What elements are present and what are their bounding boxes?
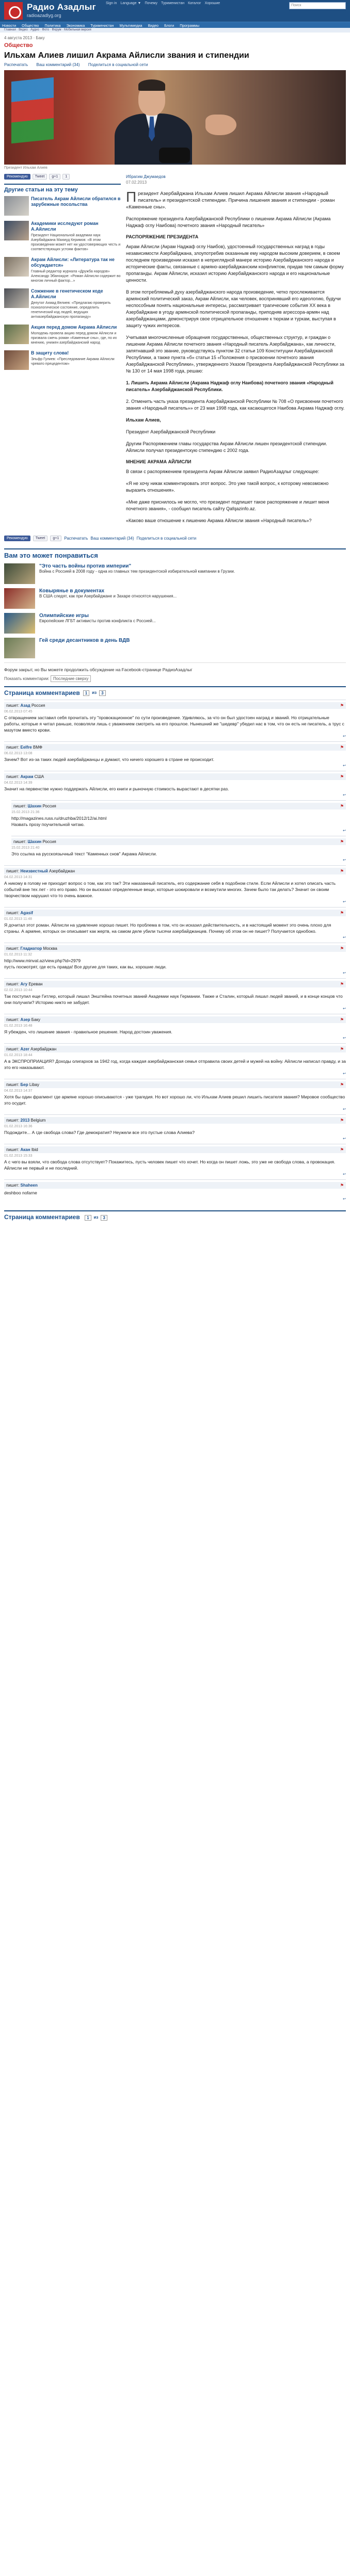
comments-title: Страница комментариев (4, 689, 80, 696)
share-buttons (4, 174, 121, 180)
paragraph-text: резидент Азербайджана Ильхам Алиев лишил Акрама Айлисли звания «Народный писатель» и президентской стипендии. Причина лишения звания и стипендии - роман «Каменные сны». (126, 191, 335, 210)
article-date: 4 августа 2013 · Баку (4, 36, 45, 40)
nav-item[interactable]: Мультимедиа (119, 24, 142, 28)
heading: РАСПОРЯЖЕНИЕ ПРЕЗИДЕНТА (126, 234, 199, 239)
tweet-button[interactable]: Tweet (33, 536, 48, 541)
comment-header (4, 910, 346, 916)
interest-title[interactable]: "Это часть войны против империи" (39, 563, 132, 569)
related-item-desc: Главный редактор журнала «Дружба народов» Александр Эбаноидзе: «Роман Айлисли содержит во многом личный фактор...» (31, 270, 121, 283)
comment-author[interactable]: Неизвестный (20, 869, 48, 873)
flag-icon[interactable]: ⚑ (340, 869, 344, 873)
related-item-title[interactable]: Акция перед домом Акрама Айлисли (31, 325, 117, 330)
comment-author[interactable]: Azer (20, 1047, 29, 1051)
comment-author-label: пишет: (6, 1082, 21, 1087)
comment-author[interactable]: Акан (20, 1147, 30, 1152)
comment (11, 836, 346, 865)
interest-thumb (4, 638, 35, 658)
site-title[interactable]: Радио Азадлыг (27, 2, 96, 12)
left-column (4, 174, 121, 529)
interest-item[interactable] (4, 588, 346, 609)
main-content (0, 36, 350, 1221)
related-thumb (4, 350, 29, 370)
comment-header (4, 1117, 346, 1124)
comment-date: 15.02.2013 21:36 (11, 811, 40, 814)
comment-place: Россия (42, 839, 56, 844)
comment (4, 865, 346, 907)
comment-author-label: пишет: (6, 869, 21, 873)
interest-desc: Война с Россией в 2008 году - одна из главных тем президентской избирательной кампании в Грузии. (39, 569, 235, 574)
paragraph: Учитывая многочисленные обращения государственных, общественных структур, и граждан о лишении Акрама Айлисли почетного звания «Народный писатель Азербайджана», как личности, запятнавший это звание, руководствуясь пунктом 32 статьи 109 Конституции Азербайджанской Республики, а также пункта «б» статьи 15 «Положения о присвоении почетного звания Азербайджанской Республики», утвержденного Указом Президента Азербайджанской Республики за № 130 от 14 мая 1998 года, решаю: (126, 335, 344, 374)
top-link[interactable]: Каталог (188, 2, 201, 5)
comment (4, 1114, 346, 1144)
article-title: Ильхам Алиев лишил Акрама Айлисли звания и стипендии (4, 51, 249, 60)
related-thumb (4, 288, 29, 308)
reply-link[interactable]: ↩ (343, 829, 346, 833)
flag-icon[interactable]: ⚑ (340, 946, 344, 951)
flag-icon[interactable]: ⚑ (340, 1118, 344, 1123)
top-link[interactable]: Хорошие (204, 2, 220, 5)
page-of: из (93, 1215, 99, 1220)
article-lead (126, 190, 346, 210)
interest-thumb (4, 613, 35, 634)
reply-link[interactable]: ↩ (343, 858, 346, 862)
comment-date: 02.02.2013 10:44 (4, 989, 33, 992)
related-item-desc: Депутат Ахмад Велиев: «Предлагаю проверить психологическое состояние, определить генетический код людей, ведущих антиазербайджанскую пропаганду» (31, 301, 111, 319)
flag-icon[interactable]: ⚑ (340, 1147, 344, 1152)
gplus-button[interactable]: g+1 (49, 174, 60, 180)
top-link[interactable]: Language ▼ (120, 2, 141, 5)
comment-text: Так поступил еще Гитлер, который лишал Энштейна почетных званий Академии наук Германии. Также и Сталин, который лишал людей званий, и в конце концов что они получили? Историю никто не забудет. (4, 994, 343, 1005)
comments-link[interactable]: Ваш комментарий (34) (90, 536, 134, 541)
comment-header (4, 1182, 346, 1189)
reply-link[interactable]: ↩ (343, 936, 346, 939)
comment-header (4, 1146, 346, 1153)
interest-thumb (4, 588, 35, 609)
page-current[interactable]: 1 (85, 1215, 91, 1221)
comment-text: Хотя бы один фрагмент где армяне хорошо описываются - уже трагедия. Но вот хорошо ли, что Ильхам Алиев решил лишить писателя звания? Мировое сообщество это осудит. (4, 1094, 345, 1106)
comment-header (4, 702, 346, 709)
comment-author[interactable]: Азер (20, 1017, 30, 1022)
comment-author[interactable]: Бер (20, 1082, 28, 1087)
comment-text: А в ЭКСПРОПРИАЦИЯ? Доходы олигархов за 1942 год, когда каждая азербайджанская семья отправила своих детей и мужей на войну. Айлисли написал правду, и за это его наказывают. (4, 1059, 346, 1070)
flag-icon[interactable]: ⚑ (340, 1183, 344, 1188)
reply-link[interactable]: ↩ (343, 971, 346, 975)
comment-author[interactable]: 2013 (20, 1118, 30, 1123)
nav-item[interactable]: Программы (180, 24, 200, 28)
comment-author[interactable]: Акрам (20, 774, 34, 779)
related-thumb (4, 196, 29, 216)
comment (4, 771, 346, 800)
author-name[interactable]: Ибрагим Джумаедов (126, 174, 166, 179)
comment-text: Я убежден, что лишение звания - правильное решение. Народ достоин уважения. (4, 1029, 172, 1034)
paragraph: «Я не хочу никак комментировать этот вопрос. Это уже такой вопрос, к которому невозможно выразить отношения». (126, 481, 329, 493)
share-count: 1 (62, 174, 70, 180)
interest-item[interactable] (4, 613, 346, 634)
comments-header (4, 686, 346, 696)
related-item[interactable] (4, 221, 121, 252)
comment (4, 741, 346, 771)
comment (4, 1179, 346, 1204)
comment-author-label: пишет: (13, 804, 28, 808)
comment-text: Это ссылка на русскоязычный текст "Каменных снов" Акрама Айлисли. (11, 851, 157, 856)
interest-item[interactable] (4, 638, 346, 658)
related-item-desc: Молодежь провела акцию перед домом Айлисли и призвала сжечь роман «Каменные сны», где, по их мнению, унижен азербайджанский народ (31, 332, 117, 345)
flag-icon[interactable]: ⚑ (340, 703, 344, 708)
comment-text: А никому в голову не приходит вопрос о том, как это так? Эти наказанный писатель, его содержание себя в подобном стиле. Если Айлисли и хотел описать часть событий вне тех лет - это его право. Но он высказал определенные вещи, которые шокировали и возмутили многих. Зачем было так делать? Значит он своим творчеством нарушил что-то очень важное. (4, 881, 336, 898)
comment-date: 15.02.2013 21:40 (11, 846, 40, 850)
reply-link[interactable]: ↩ (343, 1197, 346, 1201)
article-body (126, 174, 346, 529)
interest-title[interactable]: Гей среди десантников в день ВДВ (39, 638, 130, 643)
comment-date: 06.02.2013 13:08 (4, 752, 33, 755)
comment-text: Значит на первенстве нужно поддержать Айлисли, его книги и рыночную стоимость вырастают в десятки раз. (4, 786, 229, 791)
comment (4, 1014, 346, 1043)
comment-author-label: пишет: (6, 1147, 21, 1152)
comment-date: 01.02.2013 15:33 (4, 1154, 33, 1158)
comment-header (4, 1081, 346, 1088)
paragraph: В связи с распоряжением президента Акрам Айлисли заявил РадиоАзадлыг следующее: (126, 469, 320, 474)
paragraph: Ильхам Алиев, (126, 417, 161, 423)
comment (4, 943, 346, 978)
related-thumb (4, 257, 29, 277)
paragraph: Распоряжение президента Азербайджанской Республики о лишении Акрама Айлисли (Акрама Наджаф оглу Наибова) почетного звания «Народный писатель» (126, 216, 331, 228)
comment-text: А с чего вы взяли, что свобода слова отсутствует? Покажитесь, пусть человек пишет что хочет. Но когда он пишет ложь, это уже не свобода слова, а провокация. Айлисли не первый и не последний. (4, 1159, 336, 1171)
comment-author-label: пишет: (6, 982, 21, 986)
nav-item[interactable]: Экономика (66, 24, 85, 28)
nav-item[interactable]: Общество (22, 24, 39, 28)
comment-header (4, 744, 346, 751)
page-total[interactable]: 3 (101, 1215, 107, 1221)
share-link[interactable]: Поделиться в социальной сети (136, 536, 197, 541)
comment-author-label: пишет: (6, 1183, 21, 1188)
comment-author[interactable]: Agasif (20, 911, 33, 915)
comment-author[interactable]: Гладиатор (20, 946, 42, 951)
page-total[interactable]: 3 (99, 690, 105, 696)
reply-link[interactable]: ↩ (343, 1173, 346, 1176)
flag-icon[interactable]: ⚑ (340, 1017, 344, 1022)
comment (4, 1079, 346, 1114)
related-item-title[interactable]: Сожжение в генетическом коде А.Айлисли (31, 288, 103, 299)
related-thumb (4, 221, 29, 240)
comment-text: Зачем? Вот из-за таких людей азербайджанцы и думают, что ничего хорошего в стране не происходит. (4, 757, 214, 762)
interest-item[interactable] (4, 563, 346, 584)
nav-item[interactable]: Видео (148, 24, 159, 28)
author-info (126, 174, 346, 185)
comment-date: 01.02.2013 16:48 (4, 1024, 33, 1028)
photo-caption: Президент Ильхам Алиев (4, 166, 47, 170)
comment-author[interactable]: Шахин (27, 804, 42, 808)
page (0, 0, 350, 1221)
comment-place: США (34, 774, 44, 779)
comment-date: 01.02.2013 11:32 (4, 953, 32, 957)
comment-header (4, 981, 346, 987)
related-item[interactable] (4, 196, 121, 216)
share-buttons-bottom (4, 536, 346, 541)
comments-pager (83, 690, 106, 696)
reply-link[interactable]: ↩ (343, 1108, 346, 1111)
comment-header (11, 838, 346, 845)
print-link[interactable]: Распечатать (64, 536, 88, 541)
related-item-title[interactable]: Акрам Айлисли: «Литература так не обсуждается» (31, 257, 115, 268)
gplus-button[interactable]: g+1 (50, 536, 61, 541)
flag-icon[interactable]: ⚑ (340, 982, 344, 986)
comment-date: 04.02.2013 14:37 (4, 1089, 33, 1093)
facebook-recommend-button[interactable]: Рекомендую (4, 174, 30, 180)
comment-place: Ibid (31, 1147, 38, 1152)
comment-header (4, 1046, 346, 1052)
related-item-title[interactable]: Писатель Акрам Айлисли обратился в зарубежные посольства (31, 196, 121, 207)
comment-text: http://magazines.russ.ru/druzhba/2012/12/ai.html Назвать прозу поучительной читаю. (11, 816, 107, 827)
microphone-icon (159, 148, 190, 163)
may-interest-title: Вам это может понравиться (4, 548, 346, 559)
author-date: 07.02.2013 (126, 180, 147, 185)
comment (11, 800, 346, 836)
comment-place: Belgium (30, 1118, 46, 1123)
comment-header (11, 803, 346, 809)
comment-place: Россия (42, 804, 56, 808)
reply-link[interactable]: ↩ (343, 1072, 346, 1076)
related-item-desc: Президент Национальной академии наук Азербайджана Махмуд Керимов: «В этом произведении может нет ни удостоверяющих честь и соответствующих устоям фактов» (31, 234, 121, 251)
comment-author[interactable]: Shaheen (20, 1183, 38, 1188)
page-of: из (92, 690, 97, 695)
related-item[interactable] (4, 257, 121, 283)
comment-date: 01.02.2013 18:44 (4, 1054, 33, 1057)
reply-link[interactable]: ↩ (343, 1007, 346, 1011)
comment (4, 907, 346, 943)
search-input[interactable]: Поиск (289, 2, 346, 9)
facebook-recommend-button[interactable]: Рекомендую (4, 536, 30, 541)
comment (4, 978, 346, 1014)
comment-place: Libay (29, 1082, 39, 1087)
comment-author[interactable]: Eelfre (20, 745, 32, 750)
paragraph: Акрам Айлисли (Акрам Наджаф оглу Наибов), удостоенный государственных наград в годы независимости Азербайджана, злоупотребив оказанным ему народом высоким доверием, в своем последнем произведении исказил в неприглядной манере историю Азербайджанского народа и исторические факты, связанные с армяно-азербайджанским конфликтом, придав тем самым форму пропаганды. Акрам Айлисли, исказил историю Азербайджанского народа и его национальные ценности. (126, 244, 344, 283)
comment (4, 700, 346, 741)
comment-place: Азербайджан (30, 1047, 57, 1051)
comment-text: deshboo nofarne (4, 1190, 37, 1195)
comment-author-label: пишет: (6, 1118, 21, 1123)
paragraph: 1. Лишить Акрама Айлисли (Акрама Наджаф оглу Наибова) почетного звания «Народный писатель» Азербайджанской Республики. (126, 380, 333, 392)
forum-closed-note: Форум закрыт, но Вы можете продолжить обсуждение на Facebook-странице РадиоАзадлыг (4, 662, 346, 672)
comment-place: Азербайджан (49, 869, 75, 873)
nav-item[interactable]: Политика (44, 24, 61, 28)
paragraph: 2. Отменить часть указа президента Азербайджанской Республики № 708 «О присвоении почетного звания «Народный писатель»» от 23 мая 1998 года, как касающегося Наибова Акрама Наджаф оглу. (126, 399, 345, 411)
nav-item[interactable]: Туркменистан (90, 24, 114, 28)
related-item-title[interactable]: В защиту слова! (31, 350, 69, 355)
sort-label: Показать комментарии: (4, 676, 50, 681)
comment-header (4, 868, 346, 874)
section-label[interactable]: Общество (4, 42, 33, 48)
top-links (106, 2, 222, 5)
site-logo-icon[interactable] (4, 2, 23, 20)
flag-icon[interactable]: ⚑ (340, 804, 344, 808)
top-link[interactable]: Туркменистан (161, 2, 185, 5)
related-title: Другие статьи на эту тему (4, 184, 121, 193)
comment-author-label: пишет: (6, 946, 21, 951)
interest-thumb (4, 563, 35, 584)
reply-link[interactable]: ↩ (343, 1137, 346, 1141)
interest-desc: Европейские ЛГБТ активисты против конфликта с Россией... (39, 619, 156, 623)
comment-date: 06.02.2013 07:45 (4, 710, 33, 714)
reply-link[interactable]: ↩ (343, 764, 346, 768)
comment-text: http://www.minval.az/view.php?id=2979 пусть посмотрят, где есть правда! Все другие для таких, как вы, хорошие люди. (4, 958, 167, 969)
page-current[interactable]: 1 (83, 690, 89, 696)
comments-pager-bottom (85, 1215, 107, 1221)
related-item[interactable] (4, 350, 121, 370)
related-item[interactable] (4, 325, 121, 345)
comment-text: Подождите... А где свобода слова? Где демократия? Неужели все это пустые слова Алиева? (4, 1130, 195, 1135)
comment-author[interactable]: Агу (20, 982, 28, 986)
comment-date: 01.02.2013 11:48 (4, 917, 32, 921)
interest-desc: В США следят, как при Азербайджане и Захаре относятся нарушения... (39, 594, 177, 598)
comment-text: Я дочитал этот роман. Айлисли на удивление хорошо пишет. Но проблема в том, что он исказил действительность, и в настоящий момент это очень плохо для страны. А армяне, которых он описывает как жертв, на самом деле убили тысячи азербайджанцев. Почему об этом он не пишет? Получается однобоко. (4, 922, 331, 934)
comment-date: 01.02.2013 16:36 (4, 1125, 33, 1128)
comment-author-label: пишет: (13, 839, 28, 844)
comment-list (4, 700, 346, 1204)
reply-link[interactable]: ↩ (343, 900, 346, 904)
comment-date: 04.02.2013 14:39 (4, 781, 33, 785)
comment-place: Ереван (28, 982, 43, 986)
flag-icon[interactable]: ⚑ (340, 911, 344, 915)
comment-author-label: пишет: (6, 1047, 21, 1051)
top-link[interactable]: Почему (145, 2, 158, 5)
comment (4, 1144, 346, 1179)
flag-icon[interactable]: ⚑ (340, 1082, 344, 1087)
comment-author-label: пишет: (6, 774, 21, 779)
comments-footer (4, 1210, 346, 1221)
comment-place: Баку (31, 1017, 41, 1022)
flag-icon[interactable]: ⚑ (340, 745, 344, 750)
sort-select[interactable]: Последние сверху (51, 675, 91, 682)
comment-author-label: пишет: (6, 1017, 21, 1022)
comment (4, 1043, 346, 1079)
comment-header (4, 1016, 346, 1023)
flag-icon[interactable]: ⚑ (340, 774, 344, 779)
article-photo (4, 70, 346, 165)
paragraph: «Мне даже приснилось не могло, что президент подпишет такое распоряжение и лишит меня почетного звания», - сообщил писатель сайту Qafqazinfo.az. (126, 499, 329, 511)
hand-shape (205, 115, 236, 135)
related-item[interactable] (4, 288, 121, 319)
comment-place: Россия (31, 703, 45, 708)
comments-link[interactable]: Ваш комментарий (34) (36, 62, 80, 67)
reply-link[interactable]: ↩ (343, 1036, 346, 1040)
flag-icon[interactable]: ⚑ (340, 839, 344, 844)
comment-author-label: пишет: (6, 911, 21, 915)
related-item-title[interactable]: Академики исследуют роман А.Айлисли (31, 221, 99, 232)
site-url: radioazadlyg.org (27, 13, 61, 18)
comment-text: С отвращением заставил себя прочитать эту "провокационное" по сути произведение. Удивляюсь, за что он был удостоен наград и званий. Но отрицательные работы, которые я читал раньше, позволяли лишь с уважением смотреть на его прошлое. Нынешний же "шедевр" убедил нас в том, что он есть не писатель, а трус с мазутом вместо крови. (4, 715, 344, 733)
print-link[interactable]: Распечатать (4, 62, 28, 67)
site-header (0, 0, 350, 22)
comment-author[interactable]: Азад (20, 703, 30, 708)
comment-place: Москва (43, 946, 57, 951)
comments-title-bottom: Страница комментариев (4, 1213, 80, 1221)
nav-item[interactable]: Новости (2, 24, 17, 28)
flag-icon[interactable]: ⚑ (340, 1047, 344, 1051)
tweet-button[interactable]: Tweet (33, 174, 47, 180)
comment-author-label: пишет: (6, 745, 21, 750)
comment-header (4, 773, 346, 780)
reply-link[interactable]: ↩ (343, 735, 346, 738)
comment-date: 04.02.2013 14:31 (4, 876, 33, 879)
sort-row (4, 676, 346, 681)
share-link[interactable]: Поделиться в социальной сети (88, 62, 148, 67)
comment-author-label: пишет: (6, 703, 21, 708)
related-thumb (4, 325, 29, 344)
main-nav (0, 22, 350, 28)
article-tools (4, 62, 346, 67)
paragraph: «Каково ваше отношение к лишению Акрама Айлисли звания «Народный писатель»? (126, 518, 312, 523)
reply-link[interactable]: ↩ (343, 793, 346, 797)
interest-title[interactable]: Олимпийские игры (39, 613, 89, 619)
comment-place: ВМФ (33, 745, 42, 750)
flag-image (11, 77, 54, 144)
interest-title[interactable]: Ковырянье в документах (39, 588, 105, 594)
sub-nav[interactable]: Главная · Видео · Аудио · Фото · Форум · Мобильная версия (0, 28, 350, 33)
paragraph: Другим Распоряжением главы государства Акрам Айлисли лишен президентской стипендии. Айлисли получал президентскую стипендию с 2002 года. (126, 441, 327, 453)
nav-item[interactable]: Блоги (164, 24, 174, 28)
comment-header (4, 945, 346, 952)
heading: МНЕНИЕ АКРАМА АЙЛИСЛИ (126, 459, 192, 464)
related-item-desc: Эльфр Гулиев: «Преследование Акрама Айлисли чревато прецедентом» (31, 358, 115, 366)
comment-author[interactable]: Шахин (27, 839, 42, 844)
paragraph: Президент Азербайджанской Республики (126, 429, 216, 434)
paragraph: В этом потребляемый духу азербайджанского народа произведение, четко прослеживается армянский политический заказ, Акрам Айлисли, как человек, воспринявший его идеологию, будучи неспособным понять национальные интересы, рассматривает трагические события XX века в Азербайджане в угоду армянской политической пропаганды, приподняв агрессора-армян над азербайджанцами, демонстрируя свое отрицательное отношение к тюркам и туркам, выступая в защиту чужих интересов. (126, 289, 341, 328)
drop-cap: П (126, 189, 137, 205)
top-link[interactable]: Sign in (106, 2, 117, 5)
